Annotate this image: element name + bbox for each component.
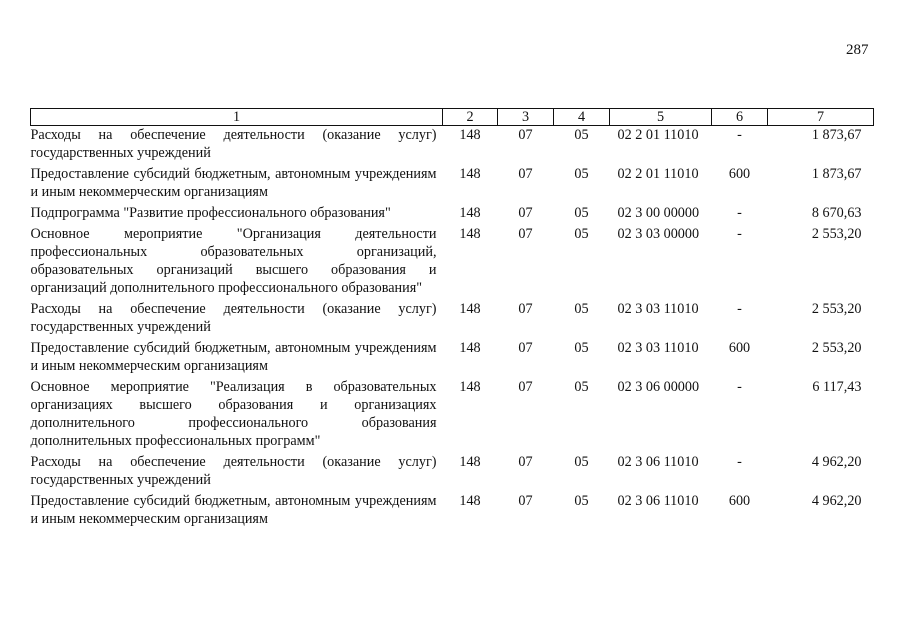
- row-pr-cell: 05: [574, 379, 589, 395]
- row-name-cell: Основное мероприятие "Организация деятельности профессиональных образовательных организаций, образовательных организаций высшего образования и организаций дополнительного профессионального образования": [30, 226, 437, 296]
- row-name-cell: Предоставление субсидий бюджетным, автономным учреждениям и иным некоммерческим организациям: [30, 340, 437, 374]
- row-name-cell: Расходы на обеспечение деятельности (оказание услуг) государственных учреждений: [30, 127, 437, 161]
- row-ved-cell: 148: [459, 226, 481, 242]
- header-col-4: 4: [554, 109, 610, 126]
- header-col-2: 2: [443, 109, 498, 126]
- table-row: [31, 165, 874, 204]
- row-vr-cell: 600: [728, 493, 751, 509]
- row-vr-cell: -: [737, 226, 742, 242]
- row-vr-cell: -: [737, 127, 742, 143]
- table-row: [31, 126, 874, 166]
- table-row: [31, 225, 874, 300]
- row-ved-cell: 148: [459, 379, 481, 395]
- table-header-row: [31, 109, 874, 126]
- row-vr-cell: 600: [728, 166, 751, 182]
- row-name-cell: Расходы на обеспечение деятельности (оказание услуг) государственных учреждений: [30, 454, 437, 488]
- row-sum-cell: 2 553,20: [811, 301, 862, 317]
- row-ved-cell: 148: [459, 127, 481, 143]
- row-csr-cell: 02 3 00 00000: [617, 205, 700, 221]
- header-col-1: 1: [31, 109, 443, 126]
- table-row: [31, 378, 874, 453]
- table-row: [31, 204, 874, 225]
- row-rz-cell: 07: [518, 454, 533, 470]
- row-vr-cell: 600: [728, 340, 751, 356]
- row-vr-cell: -: [737, 205, 742, 221]
- row-rz-cell: 07: [518, 205, 533, 221]
- row-sum-cell: 1 873,67: [811, 127, 862, 143]
- budget-table: [30, 108, 874, 531]
- row-ved-cell: 148: [459, 340, 481, 356]
- row-pr-cell: 05: [574, 127, 589, 143]
- row-sum-cell: 8 670,63: [811, 205, 862, 221]
- row-rz-cell: 07: [518, 226, 533, 242]
- row-pr-cell: 05: [574, 340, 589, 356]
- row-csr-cell: 02 2 01 11010: [617, 127, 699, 143]
- row-vr-cell: -: [737, 301, 742, 317]
- table-row: [31, 492, 874, 531]
- row-rz-cell: 07: [518, 493, 533, 509]
- row-sum-cell: 1 873,67: [811, 166, 862, 182]
- page-number: 287: [846, 42, 869, 58]
- row-rz-cell: 07: [518, 166, 533, 182]
- row-pr-cell: 05: [574, 166, 589, 182]
- header-col-6: 6: [712, 109, 768, 126]
- table-row: [31, 339, 874, 378]
- row-rz-cell: 07: [518, 379, 533, 395]
- row-ved-cell: 148: [459, 454, 481, 470]
- row-rz-cell: 07: [518, 127, 533, 143]
- row-sum-cell: 4 962,20: [811, 493, 862, 509]
- row-csr-cell: 02 3 03 11010: [617, 340, 699, 356]
- row-ved-cell: 148: [459, 301, 481, 317]
- row-pr-cell: 05: [574, 205, 589, 221]
- row-ved-cell: 148: [459, 205, 481, 221]
- table-body: [31, 126, 874, 532]
- table-row: [31, 453, 874, 492]
- row-name-cell: Предоставление субсидий бюджетным, автономным учреждениям и иным некоммерческим организациям: [30, 493, 437, 527]
- row-csr-cell: 02 2 01 11010: [617, 166, 699, 182]
- row-csr-cell: 02 3 06 11010: [617, 493, 699, 509]
- row-name-cell: Подпрограмма "Развитие профессионального образования": [30, 205, 391, 221]
- header-col-3: 3: [498, 109, 554, 126]
- row-name-cell: Предоставление субсидий бюджетным, автономным учреждениям и иным некоммерческим организациям: [30, 166, 437, 200]
- row-csr-cell: 02 3 03 11010: [617, 301, 699, 317]
- row-pr-cell: 05: [574, 454, 589, 470]
- row-csr-cell: 02 3 03 00000: [617, 226, 700, 242]
- row-name-cell: Расходы на обеспечение деятельности (оказание услуг) государственных учреждений: [30, 301, 437, 335]
- header-col-5: 5: [610, 109, 712, 126]
- row-vr-cell: -: [737, 454, 742, 470]
- row-rz-cell: 07: [518, 301, 533, 317]
- row-pr-cell: 05: [574, 301, 589, 317]
- row-ved-cell: 148: [459, 166, 481, 182]
- row-csr-cell: 02 3 06 11010: [617, 454, 699, 470]
- row-sum-cell: 2 553,20: [811, 226, 862, 242]
- row-ved-cell: 148: [459, 493, 481, 509]
- row-sum-cell: 2 553,20: [811, 340, 862, 356]
- row-name-cell: Основное мероприятие "Реализация в образовательных организациях высшего образования и организациях дополнительного профессионального образования дополнительных профессиональных программ": [30, 379, 437, 449]
- row-csr-cell: 02 3 06 00000: [617, 379, 700, 395]
- row-sum-cell: 4 962,20: [811, 454, 862, 470]
- table-row: [31, 300, 874, 339]
- row-sum-cell: 6 117,43: [812, 379, 862, 395]
- row-vr-cell: -: [737, 379, 742, 395]
- header-col-7: 7: [768, 109, 874, 126]
- row-rz-cell: 07: [518, 340, 533, 356]
- row-pr-cell: 05: [574, 226, 589, 242]
- row-pr-cell: 05: [574, 493, 589, 509]
